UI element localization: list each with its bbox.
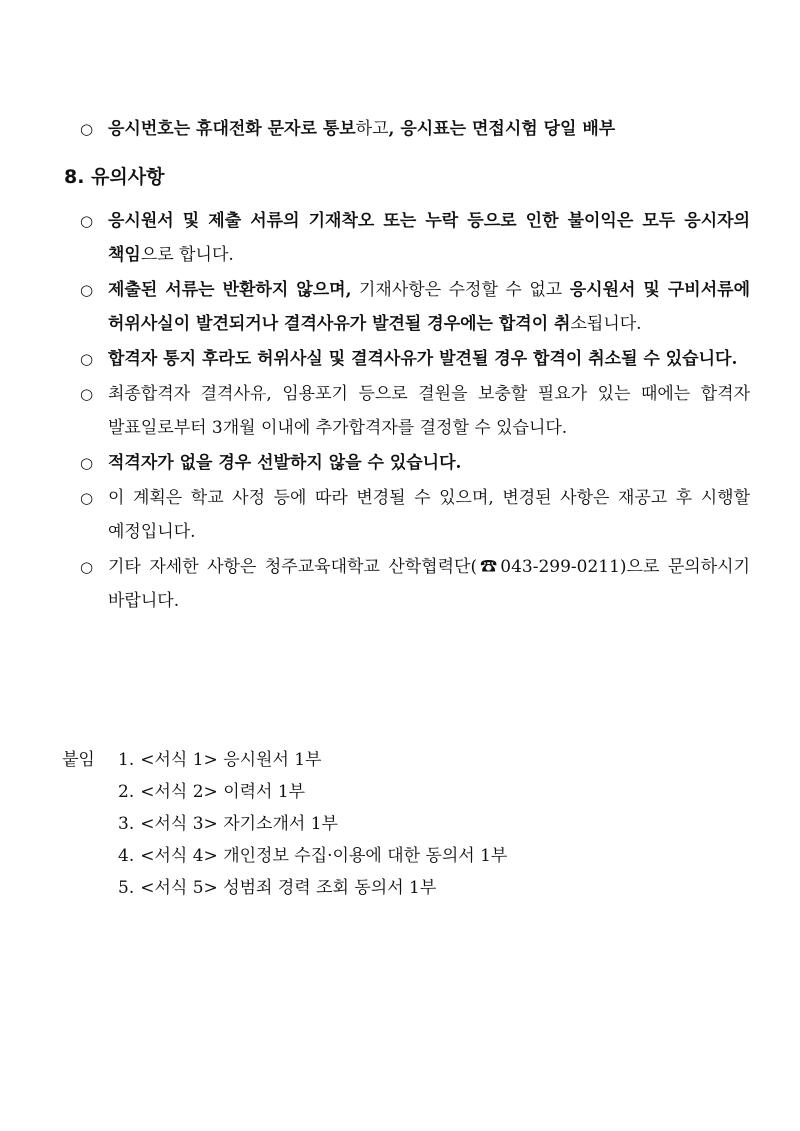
note-text-normal: 기재사항은 수정할 수 없고 [351, 280, 570, 300]
attachments-label: 붙임 [62, 750, 95, 770]
note-text: 적격자가 없을 경우 선발하지 않을 수 있습니다. [108, 453, 462, 473]
attachment-item [118, 872, 507, 904]
note-item [80, 204, 750, 272]
bullet-icon: ○ [80, 350, 94, 368]
attachments-list [118, 744, 507, 904]
note-item [80, 377, 750, 445]
note-text: 이 계획은 학교 사정 등에 따라 변경될 수 있으며, 변경된 사항은 재공고 후 시행할 예정입니다. [108, 488, 750, 542]
attachment-number: 4. [118, 846, 135, 866]
notes-list [80, 204, 750, 619]
note-text: 기타 자세한 사항은 청주교육대학교 산학협력단(☎043-299-0211)으로 문의하시기 바랍니다. [108, 557, 750, 611]
bullet-icon: ○ [80, 454, 94, 472]
attachments-section [62, 744, 507, 904]
attachment-item [118, 808, 507, 840]
attachment-number: 2. [118, 782, 135, 802]
note-text: 합격자 통지 후라도 허위사실 및 결격사유가 발견될 경우 합격이 취소될 수 있습니다. [108, 349, 738, 369]
attachment-text: <서식 3> 자기소개서 1부 [140, 814, 338, 834]
bullet-icon: ○ [80, 489, 94, 507]
note-text-bold: 응시원서 및 제출 서류의 기재착오 또는 누락 등으로 인한 불이익은 모두 응시자의 책임 [108, 211, 750, 265]
section-heading-notes: 8. 유의사항 [64, 166, 165, 188]
note-item [80, 446, 750, 480]
attachment-text: <서식 5> 성범죄 경력 조회 동의서 1부 [140, 878, 437, 898]
attachment-number: 1. [118, 750, 135, 770]
note-text-bold-2: 응시원서 및 구비서류에 허위사실이 발견되거나 결격사유가 발견될 경우에는 합격이 취 [108, 280, 750, 334]
note-item [80, 481, 750, 549]
note-text-normal: 으로 합니다. [140, 245, 234, 265]
attachment-item [118, 840, 507, 872]
note-item [80, 342, 750, 376]
attachment-number: 5. [118, 878, 135, 898]
intro-text [108, 112, 760, 146]
bullet-icon: ○ [80, 120, 94, 138]
note-text [108, 273, 750, 341]
attachment-text: <서식 4> 개인정보 수집·이용에 대한 동의서 1부 [140, 846, 508, 866]
attachment-item [118, 776, 507, 808]
bullet-icon: ○ [80, 281, 94, 299]
intro-text-bold: 응시번호는 휴대전화 문자로 통보 [108, 119, 356, 139]
attachment-text: <서식 2> 이력서 1부 [140, 782, 306, 802]
intro-bullet-item [80, 112, 760, 146]
note-item [80, 550, 750, 618]
attachment-number: 3. [118, 814, 135, 834]
attachment-item [118, 744, 507, 776]
attachment-text: <서식 1> 응시원서 1부 [140, 750, 322, 770]
intro-text-normal: 하고 [355, 119, 389, 139]
bullet-icon: ○ [80, 385, 94, 403]
note-item [80, 273, 750, 341]
bullet-icon: ○ [80, 212, 94, 230]
bullet-icon: ○ [80, 558, 94, 576]
note-text [108, 204, 750, 272]
intro-text-bold-2: , 응시표는 면접시험 당일 배부 [388, 119, 616, 139]
note-text-normal-2: 소됩니다. [570, 314, 642, 334]
note-text: 최종합격자 결격사유, 임용포기 등으로 결원을 보충할 필요가 있는 때에는 합격자 발표일로부터 3개월 이내에 추가합격자를 결정할 수 있습니다. [108, 384, 750, 438]
note-text-bold: 제출된 서류는 반환하지 않으며, [108, 280, 352, 300]
